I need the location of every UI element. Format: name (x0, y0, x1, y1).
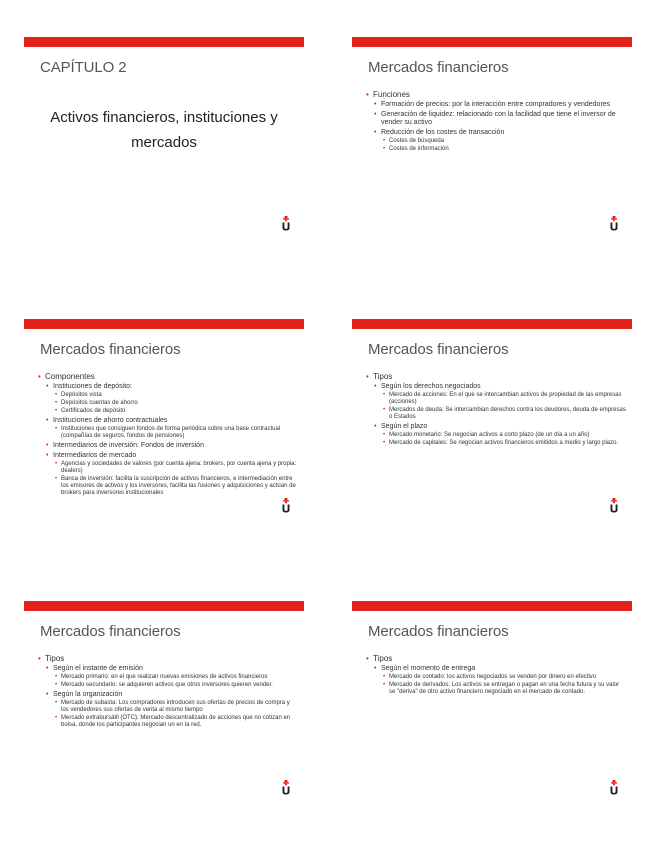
sub-bullet-item: • Banca de inversión: facilita la suscripción de activos financieros, e intermediación entre los emisores de activos y los inversores, facilita las fusiones y adquisiciones y actúan de brokers para inversores institucionales (55, 476, 298, 497)
bullet-item: • Generación de liquidez: relacionado con la facilidad que tiene el inversor de vender su activo (374, 111, 626, 127)
slide-3 (24, 319, 304, 529)
sub-bullet-item: • Mercado de derivados: Los activos se entregan o pagan en una fecha futura y su valor se "deriva" de otro activo financiero negociado en el mercado de contado. (383, 682, 626, 696)
slide-header-bar (352, 37, 632, 47)
sub-bullet-item: • Costes de búsqueda (383, 138, 626, 145)
bullet-heading: • Componentes (38, 372, 298, 381)
slide-body (366, 371, 626, 447)
slide-1 (24, 37, 304, 247)
slide-title: Mercados financieros (40, 623, 181, 640)
bullet-heading: • Tipos (366, 654, 626, 663)
slide-5 (24, 601, 304, 811)
slide-header-bar (352, 601, 632, 611)
slide-2 (352, 37, 632, 247)
slide-body (38, 371, 298, 497)
bullet-item: • Según el momento de entrega (374, 665, 626, 673)
sub-bullet-item: • Depósitos cuentas de ahorro (55, 400, 298, 407)
bullet-item: • Instituciones de ahorro contractuales (46, 417, 298, 425)
bullet-item: • Según el plazo (374, 423, 626, 431)
bullet-item: • Según los derechos negociados (374, 383, 626, 391)
sub-bullet-item: • Costes de información (383, 146, 626, 153)
sub-bullet-item: • Certificados de depósito (55, 408, 298, 415)
sub-bullet-item: • Mercado de subasta: Los compradores introducen sus ofertas de precios de compra y los vendedores sus ofertas de venta al mismo tiempo (55, 700, 298, 714)
bullet-heading: • Tipos (366, 372, 626, 381)
slide-title: Mercados financieros (368, 341, 509, 358)
logo-icon (282, 498, 290, 513)
sub-bullet-item: • Mercado de capitales: Se negocian activos financieros emitidos a medio y largo plazo. (383, 440, 626, 447)
bullet-item: • Según el instante de emisión (46, 665, 298, 673)
sub-bullet-item: • Agencias y sociedades de valores (por cuenta ajena: brokers, por cuenta ajena y propia: dealers) (55, 461, 298, 475)
slide-header-bar (24, 601, 304, 611)
slide-title: Mercados financieros (368, 623, 509, 640)
logo-icon (282, 216, 290, 231)
sub-bullet-item: • Mercado monetario: Se negocian activos a corto plazo (de un día a un año) (383, 432, 626, 439)
slide-body (38, 653, 298, 729)
sub-bullet-item: • Depósitos vista (55, 392, 298, 399)
slide-header-bar (24, 37, 304, 47)
main-title-line-1: Activos financieros, instituciones y (50, 109, 278, 126)
sub-bullet-item: • Mercado primario: en el que realizan nuevas emisiones de activos financieros (55, 674, 298, 681)
sub-bullet-item: • Mercados de deuda: Se intercambian derechos contra los deudores, deuda de empresas o Estados (383, 407, 626, 421)
sub-bullet-item: • Mercado de contado: los activos negociados se venden por dinero en efectivo (383, 674, 626, 681)
logo-icon (610, 498, 618, 513)
logo-icon (610, 780, 618, 795)
bullet-heading: • Funciones (366, 90, 626, 99)
slide-body (366, 89, 626, 153)
slide-6 (352, 601, 632, 811)
bullet-item: • Intermediarios de inversión: Fondos de inversión (46, 442, 298, 450)
bullet-heading: • Tipos (38, 654, 298, 663)
logo-icon (610, 216, 618, 231)
slide-title: CAPÍTULO 2 (40, 59, 127, 76)
slide-body (366, 653, 626, 696)
sub-bullet-item: • Mercado secundario: se adquieren activos que otros inversores quieren vender. (55, 682, 298, 689)
bullet-item: • Según la organización (46, 691, 298, 699)
slide-title: Mercados financieros (368, 59, 509, 76)
bullet-item: • Reducción de los costes de transacción (374, 129, 626, 137)
slide-4 (352, 319, 632, 529)
slide-main-title (34, 105, 294, 155)
logo-icon (282, 780, 290, 795)
sub-bullet-item: • Mercado de acciones: En el que se intercambian activos de propiedad de las empresas (acciones) (383, 392, 626, 406)
bullet-item: • Formación de precios: por la interacción entre compradores y vendedores (374, 101, 626, 109)
sub-bullet-item: • Instituciones que consiguen fondos de forma periódica sobre una base contractual (compañías de seguros, fondos de pensiones) (55, 426, 298, 440)
slide-title: Mercados financieros (40, 341, 181, 358)
sub-bullet-item: • Mercado extrabursátil (OTC): Mercado descentralizado de acciones que no cotizan en bolsa, donde los participantes negocian un en la red. (55, 715, 298, 729)
slide-header-bar (352, 319, 632, 329)
bullet-item: • Intermediarios de mercado (46, 452, 298, 460)
bullet-item: • Instituciones de depósito: (46, 383, 298, 391)
main-title-line-2: mercados (131, 134, 197, 151)
slide-header-bar (24, 319, 304, 329)
